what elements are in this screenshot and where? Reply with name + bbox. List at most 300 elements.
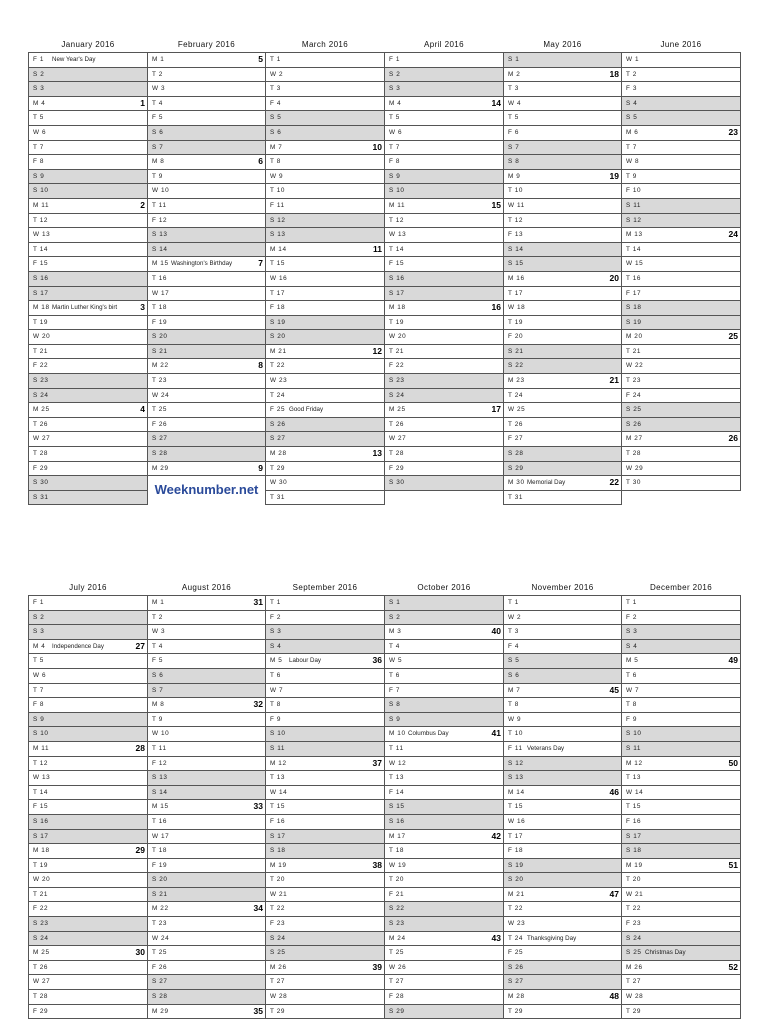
day-row — [622, 684, 740, 699]
day-row — [504, 902, 621, 917]
day-label: S 2 — [389, 70, 401, 78]
day-row — [266, 888, 384, 903]
day-label: W 26 — [389, 963, 407, 971]
day-label: S 24 — [626, 934, 642, 942]
day-row — [622, 961, 740, 976]
day-label: S 19 — [508, 861, 524, 869]
day-label: F 1 — [33, 56, 45, 63]
day-row — [148, 389, 265, 404]
day-row — [622, 596, 740, 611]
day-label: F 29 — [33, 1007, 49, 1015]
day-label: M 17 — [389, 832, 406, 840]
day-row — [266, 742, 384, 757]
day-row — [266, 272, 384, 287]
brand-logo: Weeknumber.net — [154, 482, 259, 497]
month-title: April 2016 — [423, 40, 465, 49]
day-row — [29, 184, 147, 199]
holiday-label: Christmas Day — [645, 949, 686, 957]
day-label: T 23 — [152, 920, 168, 928]
day-row — [622, 82, 740, 97]
day-row — [504, 596, 621, 611]
day-row — [266, 654, 384, 669]
day-row — [385, 684, 503, 699]
day-row — [385, 742, 503, 757]
day-label: F 24 — [626, 391, 642, 399]
day-row — [148, 403, 265, 418]
day-label: W 29 — [626, 464, 644, 472]
day-row — [29, 859, 147, 874]
day-row — [29, 902, 147, 917]
day-row — [504, 316, 621, 331]
day-row — [385, 170, 503, 185]
day-row — [266, 345, 384, 360]
day-row — [504, 389, 621, 404]
day-label: W 14 — [626, 788, 644, 796]
day-label: S 17 — [626, 832, 642, 840]
day-label: M 19 — [270, 861, 287, 869]
day-row — [504, 287, 621, 302]
day-label: S 6 — [270, 128, 282, 136]
day-label: S 22 — [508, 362, 524, 370]
day-row — [504, 961, 621, 976]
day-label: S 17 — [33, 832, 49, 840]
day-row — [504, 199, 621, 214]
day-label: S 11 — [626, 201, 642, 209]
day-row — [504, 713, 621, 728]
day-label: F 16 — [270, 817, 286, 825]
day-label: F 29 — [33, 464, 49, 472]
day-label: T 8 — [270, 158, 281, 166]
day-row — [622, 389, 740, 404]
day-row — [148, 975, 265, 990]
day-row — [504, 859, 621, 874]
day-label: T 15 — [270, 260, 286, 268]
week-number: 39 — [372, 961, 382, 972]
day-row — [29, 975, 147, 990]
day-label: T 17 — [508, 832, 524, 840]
day-label: M 12 — [626, 759, 643, 767]
day-row — [504, 771, 621, 786]
day-label: T 27 — [626, 978, 642, 986]
day-row — [504, 257, 621, 272]
day-row — [148, 432, 265, 447]
day-label: S 17 — [33, 289, 49, 297]
day-label: T 9 — [152, 172, 163, 180]
day-row — [622, 447, 740, 462]
week-number: 18 — [609, 68, 619, 79]
day-label: M 7 — [508, 686, 521, 694]
day-row — [148, 961, 265, 976]
day-row — [385, 932, 503, 947]
day-label: W 5 — [389, 657, 403, 665]
day-label: S 28 — [152, 993, 168, 1001]
day-row — [385, 990, 503, 1005]
week-number: 22 — [609, 477, 619, 488]
day-label: T 2 — [626, 70, 637, 78]
day-row — [622, 287, 740, 302]
day-row — [385, 257, 503, 272]
month-column — [147, 38, 266, 476]
day-row — [266, 961, 384, 976]
day-label: M 16 — [508, 274, 525, 282]
day-label: W 8 — [626, 158, 640, 166]
day-row — [622, 669, 740, 684]
day-row — [29, 374, 147, 389]
week-number: 29 — [135, 845, 145, 856]
holiday-label: Veterans Day — [527, 744, 565, 752]
month-title: January 2016 — [61, 40, 115, 49]
week-number: 7 — [258, 258, 263, 269]
day-label: T 20 — [270, 876, 286, 884]
day-label: M 30 — [508, 479, 525, 487]
day-label: T 21 — [33, 347, 49, 355]
day-row — [622, 625, 740, 640]
day-row — [385, 272, 503, 287]
day-label: T 26 — [33, 420, 49, 428]
day-label: S 7 — [152, 143, 164, 151]
day-label: W 18 — [508, 304, 526, 312]
week-number: 30 — [135, 947, 145, 958]
day-row — [504, 625, 621, 640]
day-label: M 5 — [626, 657, 639, 665]
day-label: W 21 — [270, 890, 288, 898]
day-row — [504, 447, 621, 462]
day-row — [148, 786, 265, 801]
day-label: S 16 — [33, 274, 49, 282]
day-label: M 28 — [270, 450, 287, 458]
day-row — [148, 669, 265, 684]
day-label: S 20 — [508, 876, 524, 884]
day-label: M 28 — [508, 993, 525, 1001]
day-row — [622, 462, 740, 477]
day-row — [504, 345, 621, 360]
week-number: 36 — [372, 655, 382, 666]
week-number: 25 — [728, 331, 738, 342]
day-label: M 29 — [152, 1007, 169, 1015]
day-label: T 14 — [33, 788, 49, 796]
day-row — [504, 68, 621, 83]
day-label: W 24 — [152, 934, 170, 942]
day-row — [266, 932, 384, 947]
day-label: T 24 — [270, 391, 286, 399]
day-label: W 3 — [152, 628, 166, 636]
day-list — [503, 52, 622, 505]
day-label: W 16 — [508, 817, 526, 825]
day-row — [29, 97, 147, 112]
day-label: T 5 — [33, 657, 44, 665]
day-row — [266, 257, 384, 272]
day-label: T 10 — [508, 187, 524, 195]
day-label: S 11 — [626, 744, 642, 752]
day-row — [385, 53, 503, 68]
week-number: 48 — [609, 991, 619, 1002]
day-row — [622, 418, 740, 433]
day-row — [622, 873, 740, 888]
week-number: 49 — [728, 655, 738, 666]
day-row — [266, 786, 384, 801]
day-label: F 26 — [152, 963, 168, 971]
day-row — [148, 830, 265, 845]
day-label: T 8 — [270, 701, 281, 709]
day-row — [504, 214, 621, 229]
day-label: M 8 — [152, 701, 165, 709]
day-row — [622, 975, 740, 990]
week-number: 16 — [491, 302, 501, 313]
day-label: M 29 — [152, 464, 169, 472]
day-label: M 6 — [626, 128, 639, 136]
day-row — [504, 698, 621, 713]
day-label: S 9 — [389, 172, 401, 180]
day-row — [385, 403, 503, 418]
day-row — [385, 596, 503, 611]
day-row — [622, 654, 740, 669]
day-row — [266, 873, 384, 888]
day-row — [29, 476, 147, 491]
day-row — [385, 184, 503, 199]
day-row — [385, 476, 503, 491]
day-label: S 3 — [33, 628, 45, 636]
day-label: S 10 — [33, 187, 49, 195]
day-label: S 13 — [152, 774, 168, 782]
day-row — [148, 374, 265, 389]
week-number: 45 — [609, 684, 619, 695]
day-label: T 12 — [33, 216, 49, 224]
day-label: S 8 — [508, 158, 520, 166]
day-label: T 12 — [33, 759, 49, 767]
day-row — [622, 611, 740, 626]
day-label: S 24 — [33, 934, 49, 942]
day-row — [504, 155, 621, 170]
day-label: S 16 — [389, 817, 405, 825]
day-row — [266, 611, 384, 626]
day-row — [504, 432, 621, 447]
day-label: S 17 — [270, 832, 286, 840]
day-label: T 18 — [152, 847, 168, 855]
day-row — [266, 141, 384, 156]
day-list — [28, 52, 148, 505]
day-label: S 2 — [33, 70, 45, 78]
month-title: May 2016 — [543, 40, 582, 49]
day-label: M 10 — [389, 730, 406, 738]
day-label: T 11 — [389, 744, 404, 752]
day-row — [622, 170, 740, 185]
day-row — [29, 418, 147, 433]
day-row — [385, 859, 503, 874]
week-number: 15 — [491, 199, 501, 210]
day-label: T 19 — [389, 318, 405, 326]
day-label: W 9 — [508, 715, 522, 723]
day-label: S 1 — [389, 599, 401, 606]
day-row — [266, 1005, 384, 1020]
day-row — [266, 990, 384, 1005]
day-row — [385, 418, 503, 433]
day-label: S 27 — [152, 978, 168, 986]
day-label: F 25 — [270, 406, 286, 414]
day-row — [29, 669, 147, 684]
day-list — [28, 595, 148, 1019]
day-label: S 23 — [33, 377, 49, 385]
day-row — [385, 611, 503, 626]
week-number: 26 — [728, 433, 738, 444]
day-row — [622, 199, 740, 214]
day-label: T 12 — [389, 216, 405, 224]
day-label: T 29 — [270, 464, 286, 472]
day-label: F 14 — [389, 788, 405, 796]
day-row — [266, 727, 384, 742]
day-row — [266, 82, 384, 97]
day-label: S 7 — [508, 143, 520, 151]
day-row — [622, 932, 740, 947]
day-row — [622, 640, 740, 655]
day-label: S 25 — [270, 949, 286, 957]
day-label: W 23 — [508, 920, 526, 928]
day-row — [29, 243, 147, 258]
day-label: T 3 — [508, 628, 519, 636]
day-row — [148, 946, 265, 961]
month-title: December 2016 — [649, 583, 713, 592]
day-label: S 25 — [626, 949, 642, 957]
day-label: W 22 — [626, 362, 644, 370]
day-row — [385, 389, 503, 404]
day-label: S 2 — [389, 613, 401, 621]
day-row — [622, 243, 740, 258]
day-row — [385, 830, 503, 845]
day-label: F 19 — [152, 861, 168, 869]
day-row — [385, 713, 503, 728]
day-row — [385, 111, 503, 126]
day-label: T 16 — [152, 274, 168, 282]
day-row — [29, 228, 147, 243]
week-number: 3 — [140, 302, 145, 313]
day-label: S 7 — [152, 686, 164, 694]
day-row — [148, 155, 265, 170]
day-label: S 30 — [33, 479, 49, 487]
day-label: W 6 — [33, 128, 47, 136]
day-row — [29, 272, 147, 287]
day-row — [504, 228, 621, 243]
day-row — [504, 640, 621, 655]
day-label: M 1 — [152, 599, 165, 606]
day-label: T 22 — [626, 905, 642, 913]
day-label: S 29 — [389, 1007, 405, 1015]
holiday-label: Martin Luther King's birt — [52, 304, 118, 312]
week-number: 37 — [372, 757, 382, 768]
day-row — [622, 374, 740, 389]
day-label: T 26 — [389, 420, 405, 428]
day-row — [266, 462, 384, 477]
day-label: T 24 — [508, 934, 524, 942]
day-label: S 11 — [270, 744, 286, 752]
day-label: F 11 — [270, 201, 285, 209]
week-number: 23 — [728, 126, 738, 137]
day-label: F 25 — [508, 949, 524, 957]
day-row — [266, 800, 384, 815]
day-label: T 19 — [33, 318, 49, 326]
day-label: T 16 — [626, 274, 642, 282]
day-row — [29, 640, 147, 655]
day-label: W 11 — [508, 201, 525, 209]
day-label: S 14 — [508, 245, 524, 253]
day-label: W 10 — [152, 730, 170, 738]
day-label: F 2 — [270, 613, 282, 621]
day-label: T 3 — [508, 85, 519, 93]
day-row — [148, 684, 265, 699]
day-label: W 25 — [508, 406, 526, 414]
day-label: T 25 — [152, 949, 168, 957]
day-row — [385, 330, 503, 345]
day-row — [29, 990, 147, 1005]
day-label: T 20 — [389, 876, 405, 884]
day-label: T 28 — [626, 450, 642, 458]
day-row — [266, 287, 384, 302]
day-label: W 17 — [152, 832, 170, 840]
day-row — [148, 1005, 265, 1020]
day-row — [29, 432, 147, 447]
day-row — [29, 403, 147, 418]
day-row — [504, 800, 621, 815]
day-row — [622, 214, 740, 229]
day-row — [148, 815, 265, 830]
day-row — [622, 316, 740, 331]
day-label: T 10 — [508, 730, 524, 738]
day-row — [266, 374, 384, 389]
holiday-label: Memorial Day — [527, 479, 566, 487]
day-row — [504, 491, 621, 506]
day-label: T 12 — [508, 216, 524, 224]
day-label: M 26 — [270, 963, 287, 971]
day-row — [622, 800, 740, 815]
day-label: S 3 — [270, 628, 282, 636]
day-label: W 6 — [389, 128, 403, 136]
week-number: 38 — [372, 859, 382, 870]
day-label: W 3 — [152, 85, 166, 93]
day-row — [622, 757, 740, 772]
day-row — [504, 53, 621, 68]
day-label: T 19 — [508, 318, 524, 326]
day-label: M 1 — [152, 56, 165, 63]
day-label: S 16 — [33, 817, 49, 825]
day-label: S 4 — [626, 642, 638, 650]
day-row — [622, 917, 740, 932]
day-label: T 5 — [508, 114, 519, 122]
day-row — [29, 888, 147, 903]
day-label: F 1 — [389, 56, 401, 63]
day-label: F 7 — [389, 686, 401, 694]
day-row — [385, 786, 503, 801]
day-row — [622, 990, 740, 1005]
week-number: 51 — [728, 859, 738, 870]
day-label: M 22 — [152, 362, 169, 370]
day-label: S 10 — [626, 730, 642, 738]
day-row — [504, 111, 621, 126]
day-row — [29, 155, 147, 170]
day-label: W 7 — [270, 686, 284, 694]
day-label: T 27 — [389, 978, 405, 986]
month-column — [265, 581, 385, 1019]
day-label: T 14 — [626, 245, 642, 253]
day-row — [29, 873, 147, 888]
month-column — [503, 581, 622, 1019]
week-number: 41 — [491, 728, 501, 739]
day-label: W 27 — [33, 978, 51, 986]
day-label: F 1 — [33, 599, 45, 606]
month-column — [621, 581, 741, 1019]
day-label: F 8 — [33, 158, 45, 166]
day-row — [504, 786, 621, 801]
day-label: F 16 — [626, 817, 642, 825]
day-label: M 3 — [389, 628, 402, 636]
day-row — [385, 873, 503, 888]
